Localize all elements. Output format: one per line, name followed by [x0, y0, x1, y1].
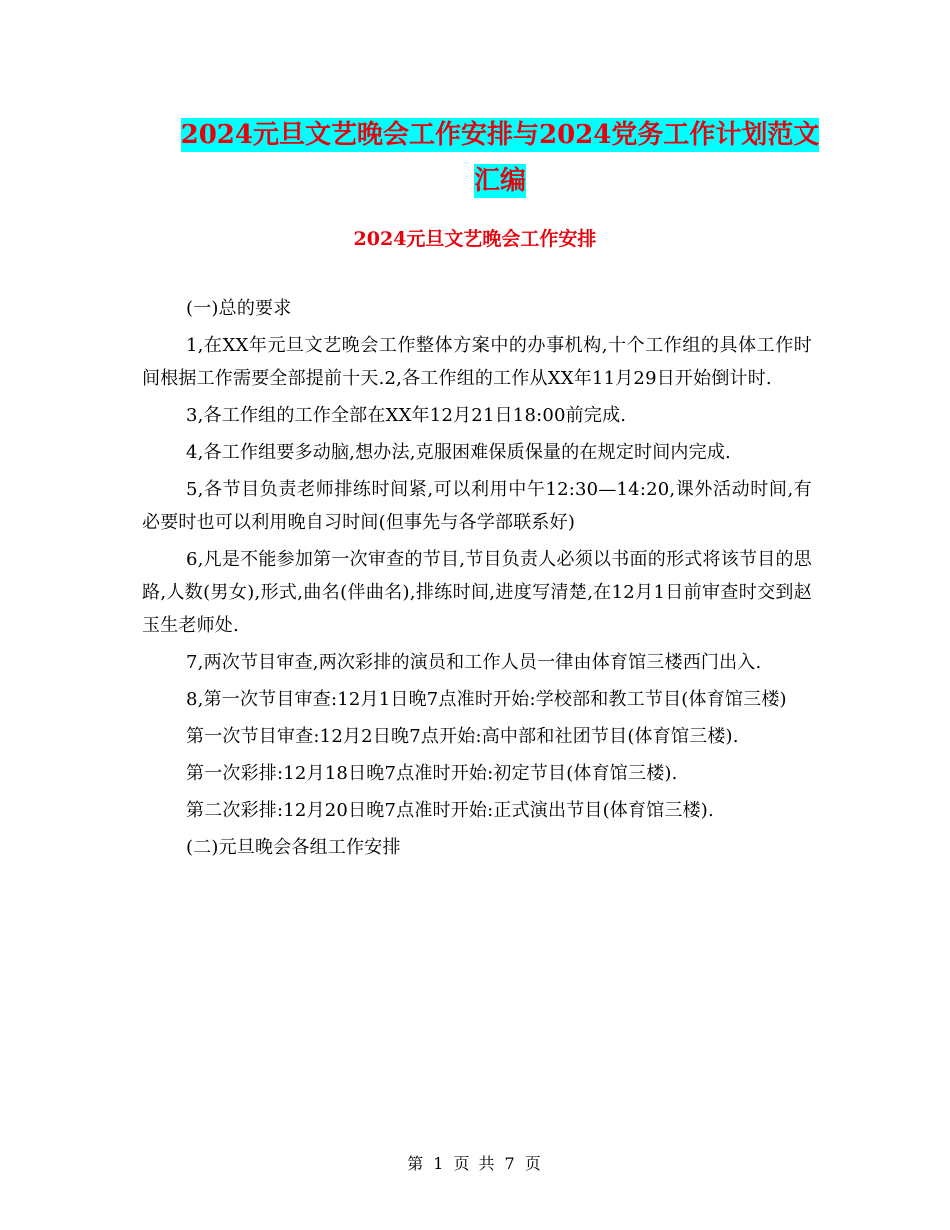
- footer-label-of: 页 共: [453, 1154, 497, 1173]
- document-title: [150, 112, 850, 204]
- title-line-2: 汇编: [473, 166, 526, 196]
- paragraph-item-5: 5,各节目负责老师排练时间紧,可以利用中午12:30—14:20,课外活动时间,有必要时也可以利用晚自习时间(但事先与各学部联系好): [142, 479, 812, 533]
- paragraph-item-8: 8,第一次节目审查:12月1日晚7点准时开始:学校部和教工节目(体育馆三楼): [186, 689, 787, 710]
- page-footer: [0, 1151, 950, 1177]
- paragraph-rehearsal-1: 第一次彩排:12月18日晚7点准时开始:初定节目(体育馆三楼).: [186, 763, 678, 784]
- paragraph-group-arrangements: (二)元旦晚会各组工作安排: [186, 837, 401, 858]
- paragraph-rehearsal-2: 第二次彩排:12月20日晚7点准时开始:正式演出节目(体育馆三楼).: [186, 800, 714, 821]
- footer-current-page: 1: [433, 1154, 446, 1173]
- paragraph-item-6: 6,凡是不能参加第一次审查的节目,节目负责人必须以书面的形式将该节目的思路,人数(男女),形式,曲名(伴曲名),排练时间,进度写清楚,在12月1日前审查时交到赵玉生老师处.: [142, 549, 812, 636]
- paragraph-item-4: 4,各工作组要多动脑,想办法,克服困难保质保量的在规定时间内完成.: [186, 442, 731, 463]
- title-line-1: 2024元旦文艺晚会工作安排与2024党务工作计划范文: [180, 120, 820, 150]
- paragraph-general-requirements: (一)总的要求: [186, 298, 292, 319]
- paragraph-item-7: 7,两次节目审查,两次彩排的演员和工作人员一律由体育馆三楼西门出入.: [186, 652, 762, 673]
- section-title: 2024元旦文艺晚会工作安排: [353, 228, 597, 250]
- footer-label-page: 第: [407, 1154, 426, 1173]
- paragraph-item-3: 3,各工作组的工作全部在XX年12月21日18:00前完成.: [186, 405, 627, 426]
- footer-total-pages: 7: [504, 1154, 517, 1173]
- paragraph-review-2: 第一次节目审查:12月2日晚7点开始:高中部和社团节目(体育馆三楼).: [186, 726, 739, 747]
- document-body: [142, 292, 812, 868]
- paragraph-item-1-2: 1,在XX年元旦文艺晚会工作整体方案中的办事机构,十个工作组的具体工作时间根据工作需要全部提前十天.2,各工作组的工作从XX年11月29日开始倒计时.: [142, 335, 812, 389]
- footer-label-pages: 页: [524, 1154, 543, 1173]
